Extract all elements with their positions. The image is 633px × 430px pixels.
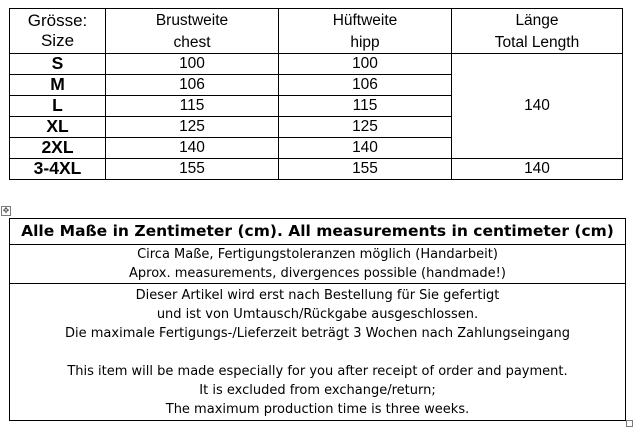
note-en-line: It is excluded from exchange/return; [199,383,436,398]
header-hip-en: hipp [350,34,380,51]
length-cell: 140 [452,159,623,180]
header-length-de: Länge [515,12,559,29]
hip-cell: 125 [279,117,452,138]
hip-cell: 106 [279,75,452,96]
header-bust-cell [106,9,279,54]
hip-cell: 100 [279,54,452,75]
size-chart-header-row [10,9,623,54]
header-length-cell [452,9,623,54]
note-de-line: Dieser Artikel wird erst nach Bestellung für Sie gefertigt [135,288,500,303]
length-merged-cell: 140 [452,54,623,159]
header-size-cell [10,9,106,54]
size-cell: 2XL [10,138,106,159]
order-notes-cell [10,284,626,421]
table-move-handle-icon[interactable]: ✥ [2,206,10,215]
bust-cell: 100 [106,54,279,75]
hip-cell: 140 [279,138,452,159]
header-hip-de: Hüftweite [332,12,398,29]
header-bust-en: chest [173,34,211,51]
note-en-line: The maximum production time is three weeks. [165,402,470,417]
approx-note-en: Aprox. measurements, divergences possible (handmade!) [129,266,506,281]
header-size-de: Grösse: [27,11,88,30]
header-bust-de: Brustweite [155,12,229,29]
note-de-line: Die maximale Fertigungs-/Lieferzeit beträgt 3 Wochen nach Zahlungseingang [65,326,570,341]
header-length-en: Total Length [494,34,580,51]
header-size-en: Size [40,31,75,50]
size-cell: 3-4XL [10,159,106,180]
size-cell: M [10,75,106,96]
size-cell: L [10,96,106,117]
size-cell: XL [10,117,106,138]
note-de-line: und ist von Umtausch/Rückgabe ausgeschlossen. [156,307,479,322]
table-resize-handle-icon[interactable] [626,420,633,427]
note-en-line: This item will be made especially for you after receipt of order and payment. [67,364,568,379]
bust-cell: 115 [106,96,279,117]
bust-cell: 155 [106,159,279,180]
bust-cell: 125 [106,117,279,138]
table-row [10,159,623,180]
info-title: Alle Maße in Zentimeter (cm). All measurements in centimeter (cm) [10,219,626,245]
measurement-info-table [9,218,626,421]
header-hip-cell [279,9,452,54]
hip-cell: 115 [279,96,452,117]
size-chart-table [9,8,623,180]
bust-cell: 106 [106,75,279,96]
table-row [10,54,623,75]
approx-note-cell [10,245,626,284]
hip-cell: 155 [279,159,452,180]
bust-cell: 140 [106,138,279,159]
size-cell: S [10,54,106,75]
spacer [10,343,625,362]
approx-note-de: Circa Maße, Fertigungstoleranzen möglich (Handarbeit) [137,247,498,262]
